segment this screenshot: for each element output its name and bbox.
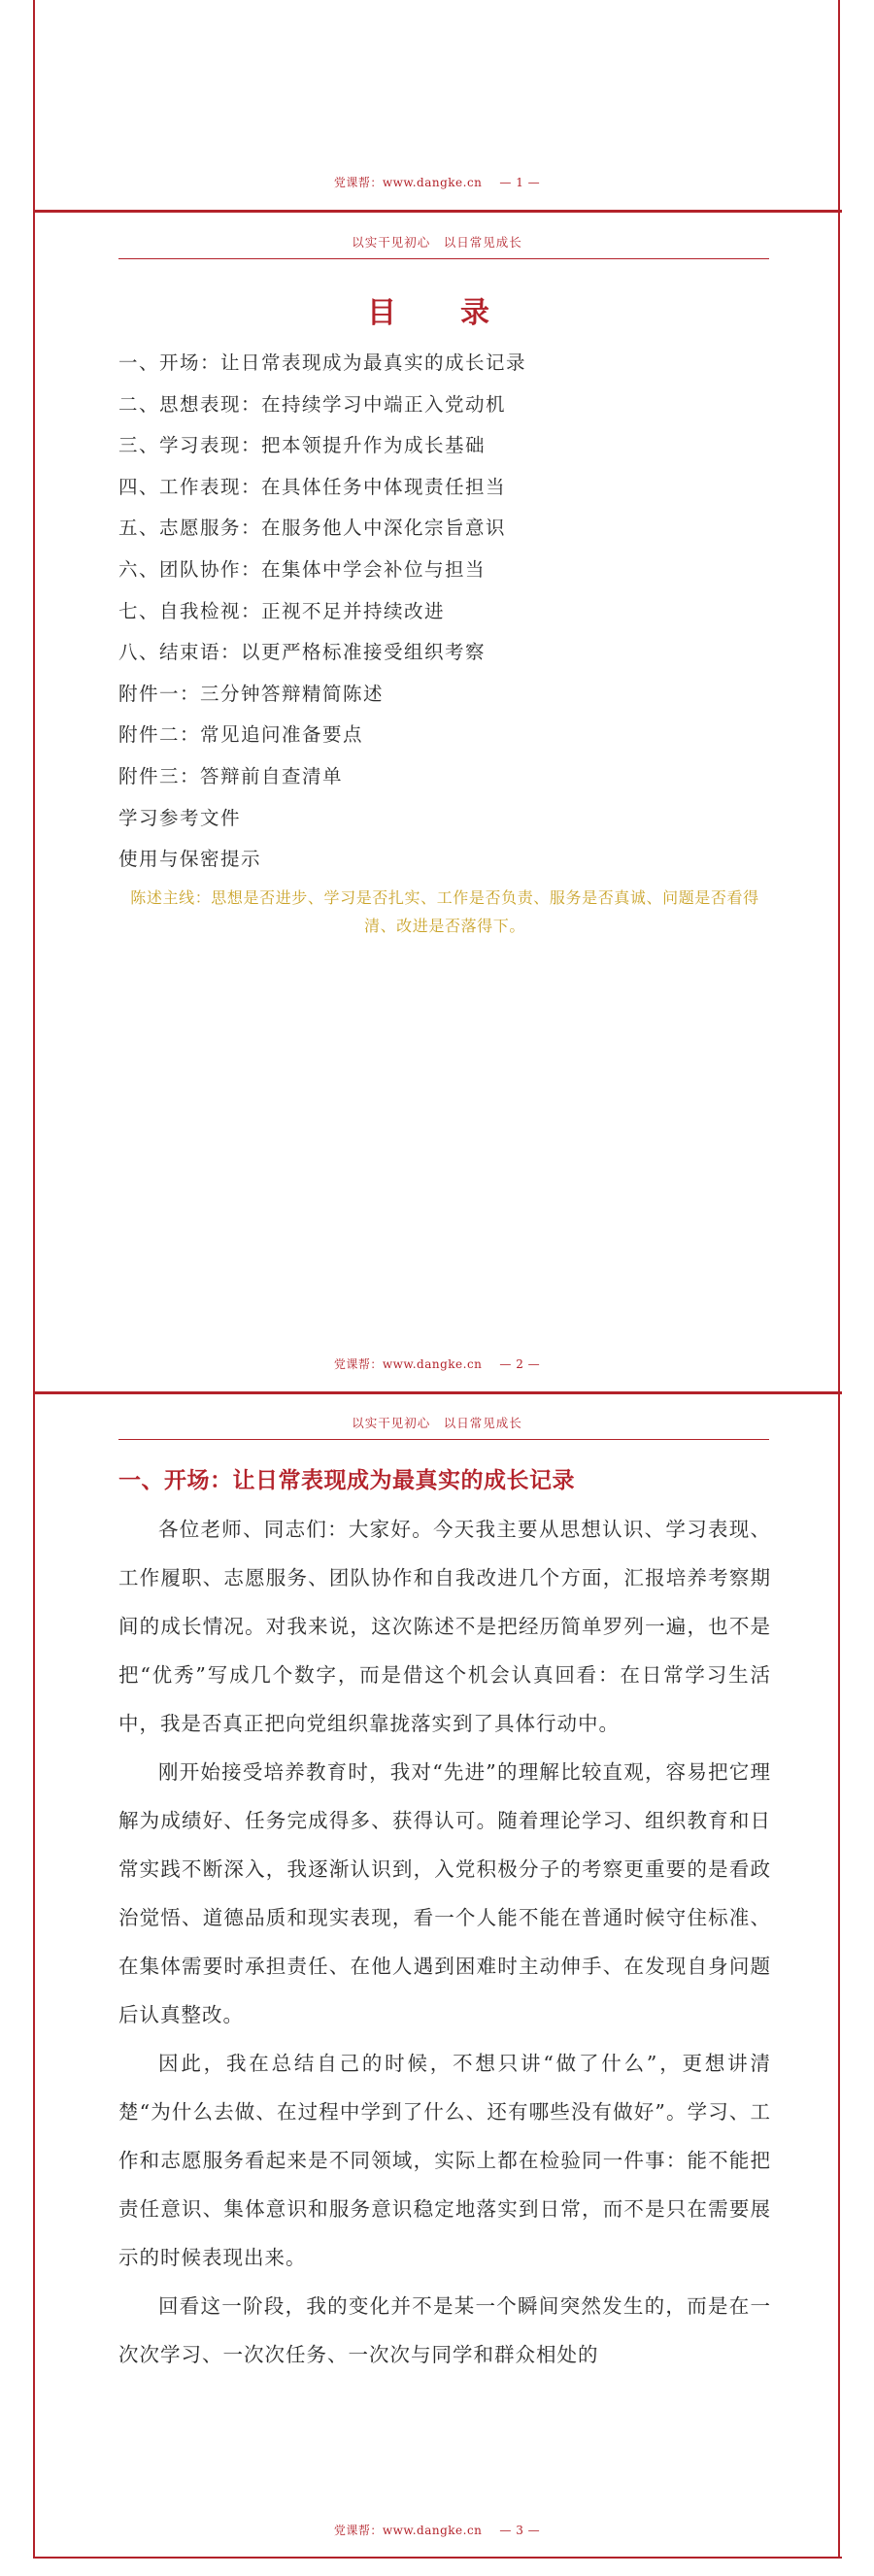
footer-page-number: — 3 — [499,2524,541,2537]
toc-item[interactable]: 附件二：常见追问准备要点 [118,723,364,747]
header-rule [118,258,769,259]
toc-item[interactable]: 三、学习表现：把本领提升作为成长基础 [118,434,487,457]
page-footer [0,2522,874,2538]
header-rule [118,1439,769,1440]
toc-item[interactable]: 四、工作表现：在具体任务中体现责任担当 [118,475,507,498]
section-heading: 一、开场：让日常表现成为最真实的成长记录 [118,1468,575,1493]
toc-item[interactable]: 七、自我检视：正视不足并持续改进 [118,599,446,622]
footer-page-number: — 1 — [499,176,541,189]
toc-item[interactable]: 八、结束语：以更严格标准接受组织考察 [118,641,487,664]
footer-site: 党课帮：www.dangke.cn [333,176,483,189]
toc-item[interactable]: 附件三：答辩前自查清单 [118,764,344,787]
toc-item[interactable]: 五、志愿服务：在服务他人中深化宗旨意识 [118,517,507,540]
body-paragraph: 回看这一阶段，我的变化并不是某一个瞬间突然发生的，而是在一次次学习、一次次任务、一次次与同学和群众相处的 [118,2294,771,2366]
toc-item[interactable]: 六、团队协作：在集体中学会补位与担当 [118,557,487,581]
footer-page-number: — 2 — [499,1357,541,1371]
page-footer [0,174,874,190]
body-paragraph: 因此，我在总结自己的时候，不想只讲“做了什么”，更想讲清楚“为什么去做、在过程中学到了什么、还有哪些没有做好”。学习、工作和志愿服务看起来是不同领域，实际上都在检验同一件事：能不能把责任意识、集体意识和服务意识稳定地落实到日常，而不是只在需要展示的时候表现出来。 [118,2052,771,2269]
footer-site: 党课帮：www.dangke.cn [333,2524,483,2537]
body-paragraph: 刚开始接受培养教育时，我对“先进”的理解比较直观，容易把它理解为成绩好、任务完成得多、获得认可。随着理论学习、组织教育和日常实践不断深入，我逐渐认识到，入党积极分子的考察更重要的是看政治觉悟、道德品质和现实表现，看一个人能不能在普通时候守住标准、在集体需要时承担责任、在他人遇到困难时主动伸手、在发现自身问题后认真整改。 [118,1760,771,2026]
toc-item[interactable]: 一、开场：让日常表现成为最真实的成长记录 [118,351,527,374]
toc-item[interactable]: 二、思想表现：在持续学习中端正入党动机 [118,392,507,416]
toc-item[interactable]: 学习参考文件 [118,806,242,829]
page-header-motto: 以实干见初心 以日常见成长 [352,235,522,250]
section-body [118,1505,771,2379]
page-header-motto: 以实干见初心 以日常见成长 [352,1416,522,1430]
toc-list [118,343,526,881]
page-footer [0,1355,874,1372]
page-bottom-border [33,2557,842,2559]
toc-summary-note: 陈述主线：思想是否进步、学习是否扎实、工作是否负责、服务是否真诚、问题是否看得清、改进是否落得下。 [130,888,759,935]
toc-title: 目 录 [367,296,507,330]
body-paragraph: 各位老师、同志们：大家好。今天我主要从思想认识、学习表现、工作履职、志愿服务、团队协作和自我改进几个方面，汇报培养考察期间的成长情况。对我来说，这次陈述不是把经历简单罗列一遍，也不是把“优秀”写成几个数字，而是借这个机会认真回看：在日常学习生活中，我是否真正把向党组织靠拢落实到了具体行动中。 [118,1518,771,1735]
footer-site: 党课帮：www.dangke.cn [333,1357,483,1371]
toc-item[interactable]: 附件一：三分钟答辩精简陈述 [118,682,385,705]
toc-item[interactable]: 使用与保密提示 [118,848,262,871]
